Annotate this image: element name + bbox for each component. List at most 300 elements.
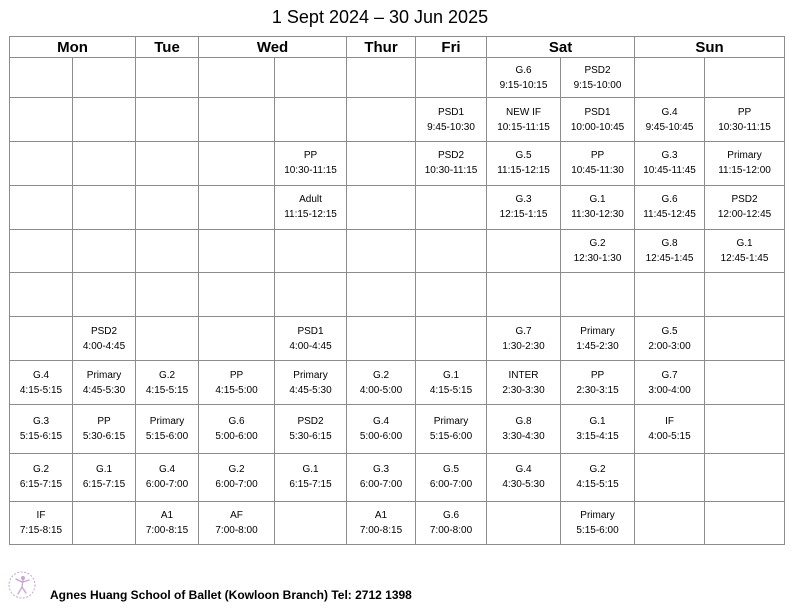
class-entry — [275, 324, 346, 354]
schedule-title: 1 Sept 2024 – 30 Jun 2025 — [271, 7, 489, 27]
class-time: 4:00-5:15 — [648, 430, 691, 442]
empty-slot — [199, 98, 275, 142]
class-slot — [487, 98, 561, 142]
class-slot — [136, 405, 199, 453]
class-entry — [416, 414, 486, 444]
class-name: G.7 — [515, 325, 532, 337]
empty-slot — [136, 98, 199, 142]
empty-slot — [73, 185, 136, 229]
class-time: 12:45-1:45 — [645, 252, 694, 264]
class-time: 9:15-10:00 — [573, 79, 622, 91]
class-time: 11:45-12:45 — [643, 209, 696, 221]
class-name: PP — [97, 415, 111, 427]
day-header-thur: Thur — [347, 37, 416, 58]
class-slot — [73, 405, 136, 453]
empty-slot — [487, 272, 561, 316]
class-name: PSD1 — [584, 106, 611, 118]
class-time: 10:30-11:15 — [424, 165, 478, 177]
class-entry — [347, 368, 415, 398]
class-slot — [561, 185, 635, 229]
class-entry — [487, 63, 560, 93]
class-time: 9:45-10:45 — [645, 121, 694, 133]
class-slot — [561, 501, 635, 544]
class-name: PSD2 — [731, 194, 758, 206]
empty-slot — [136, 229, 199, 272]
class-time: 5:00-6:00 — [215, 430, 258, 442]
empty-slot — [347, 185, 416, 229]
class-slot — [487, 453, 561, 501]
empty-slot — [199, 58, 275, 98]
class-slot — [10, 501, 73, 544]
empty-slot — [275, 272, 347, 316]
class-entry — [487, 192, 560, 222]
class-entry — [275, 192, 346, 222]
class-entry — [347, 414, 415, 444]
class-time: 2:30-3:30 — [502, 384, 545, 396]
class-name: G.2 — [589, 237, 606, 249]
class-time: 4:00-4:45 — [82, 340, 126, 352]
day-header-fri: Fri — [416, 37, 487, 58]
empty-slot — [136, 142, 199, 185]
class-entry — [487, 462, 560, 492]
schedule-row — [10, 361, 785, 405]
class-slot — [705, 98, 785, 142]
class-slot — [73, 317, 136, 361]
class-time: 7:00-8:00 — [215, 524, 258, 536]
empty-slot — [705, 405, 785, 453]
class-time: 10:45-11:30 — [571, 165, 624, 177]
class-entry — [561, 508, 634, 538]
class-time: 5:15-6:15 — [19, 430, 63, 442]
empty-slot — [347, 98, 416, 142]
empty-slot — [705, 58, 785, 98]
class-slot — [487, 361, 561, 405]
class-entry — [73, 368, 135, 398]
class-time: 11:15-12:15 — [284, 209, 337, 221]
class-entry — [635, 414, 704, 444]
class-name: A1 — [160, 509, 174, 521]
class-time: 6:00-7:00 — [145, 479, 189, 491]
class-entry — [10, 508, 72, 538]
class-slot — [136, 361, 199, 405]
class-slot — [487, 185, 561, 229]
class-slot — [10, 361, 73, 405]
empty-slot — [199, 142, 275, 185]
class-name: G.2 — [158, 369, 176, 381]
schedule-row — [10, 185, 785, 229]
class-entry — [136, 414, 198, 444]
class-slot — [347, 501, 416, 544]
class-entry — [635, 236, 704, 266]
empty-slot — [10, 229, 73, 272]
empty-slot — [275, 229, 347, 272]
class-time: 3:15-4:15 — [576, 430, 619, 442]
empty-slot — [347, 229, 416, 272]
class-entry — [705, 192, 784, 222]
class-time: 4:45-5:30 — [82, 384, 126, 396]
empty-slot — [635, 272, 705, 316]
class-time: 9:15-10:15 — [499, 79, 548, 91]
class-slot — [561, 361, 635, 405]
class-slot — [635, 98, 705, 142]
class-entry — [347, 462, 415, 492]
class-time: 5:15-6:00 — [429, 430, 473, 442]
day-header-sun: Sun — [635, 37, 785, 58]
empty-slot — [73, 142, 136, 185]
class-name: G.8 — [515, 415, 532, 427]
class-name: PP — [590, 369, 605, 381]
class-entry — [73, 324, 135, 354]
class-name: G.2 — [372, 369, 390, 381]
class-name: Primary — [293, 369, 328, 381]
empty-slot — [199, 317, 275, 361]
class-slot — [487, 405, 561, 453]
class-name: G.1 — [589, 194, 606, 206]
empty-slot — [347, 317, 416, 361]
class-name: G.3 — [372, 464, 390, 476]
empty-slot — [275, 58, 347, 98]
class-slot — [487, 142, 561, 185]
schedule-row — [10, 142, 785, 185]
class-entry — [199, 508, 274, 538]
day-header-row — [10, 37, 785, 58]
empty-slot — [416, 229, 487, 272]
empty-slot — [136, 58, 199, 98]
class-name: INTER — [508, 369, 539, 381]
class-name: G.3 — [515, 194, 532, 206]
empty-slot — [347, 58, 416, 98]
class-name: Primary — [580, 325, 615, 337]
class-time: 6:00-7:00 — [429, 479, 473, 491]
class-entry — [561, 63, 634, 93]
class-slot — [199, 501, 275, 544]
class-name: G.1 — [736, 237, 753, 249]
class-time: 11:15-12:00 — [718, 165, 771, 177]
day-header-mon: Mon — [10, 37, 136, 58]
class-name: Primary — [86, 369, 122, 381]
class-name: Primary — [727, 150, 762, 162]
class-entry — [635, 324, 704, 354]
class-name: G.4 — [32, 369, 50, 381]
class-slot — [136, 501, 199, 544]
class-name: A1 — [374, 509, 388, 521]
class-slot — [635, 185, 705, 229]
day-header-sat: Sat — [487, 37, 635, 58]
class-entry — [199, 462, 274, 492]
class-slot — [561, 98, 635, 142]
class-entry — [10, 368, 72, 398]
class-time: 4:00-4:45 — [289, 340, 332, 352]
empty-slot — [487, 229, 561, 272]
class-time: 10:30-11:15 — [284, 165, 337, 177]
class-time: 1:30-2:30 — [502, 340, 545, 352]
class-time: 5:00-6:00 — [359, 430, 403, 442]
class-time: 6:15-7:15 — [82, 479, 126, 491]
class-entry — [199, 368, 274, 398]
empty-slot — [73, 58, 136, 98]
class-time: 1:45-2:30 — [576, 340, 619, 352]
class-entry — [347, 508, 415, 538]
empty-slot — [416, 58, 487, 98]
class-time: 4:15-5:15 — [145, 384, 189, 396]
class-time: 7:15-8:15 — [19, 524, 63, 536]
class-slot — [136, 453, 199, 501]
class-entry — [416, 508, 486, 538]
class-name: G.3 — [661, 150, 678, 162]
class-name: Adult — [299, 194, 322, 206]
empty-slot — [705, 317, 785, 361]
class-time: 6:15-7:15 — [289, 479, 332, 491]
class-entry — [705, 105, 784, 135]
empty-slot — [416, 317, 487, 361]
class-slot — [10, 405, 73, 453]
class-entry — [487, 105, 560, 135]
class-name: G.6 — [661, 194, 678, 206]
class-slot — [416, 142, 487, 185]
class-slot — [199, 453, 275, 501]
empty-slot — [416, 272, 487, 316]
class-slot — [416, 453, 487, 501]
class-time: 11:15-12:15 — [497, 165, 550, 177]
class-name: G.4 — [158, 464, 176, 476]
class-slot — [275, 361, 347, 405]
class-entry — [416, 368, 486, 398]
class-slot — [635, 229, 705, 272]
schedule-row — [10, 405, 785, 453]
timetable — [9, 36, 785, 545]
class-time: 12:45-1:45 — [720, 252, 769, 264]
empty-slot — [705, 453, 785, 501]
day-header-wed: Wed — [199, 37, 347, 58]
class-entry — [561, 148, 634, 178]
class-time: 4:15-5:15 — [429, 384, 473, 396]
class-entry — [635, 148, 704, 178]
class-name: G.3 — [32, 415, 50, 427]
empty-slot — [10, 272, 73, 316]
empty-slot — [10, 142, 73, 185]
class-entry — [705, 148, 784, 178]
empty-slot — [705, 272, 785, 316]
empty-slot — [136, 185, 199, 229]
class-name: G.6 — [515, 64, 532, 76]
class-name: G.5 — [442, 464, 460, 476]
class-entry — [416, 148, 486, 178]
schedule-row — [10, 317, 785, 361]
class-name: PSD2 — [584, 64, 611, 76]
class-name: G.1 — [95, 464, 113, 476]
class-slot — [347, 361, 416, 405]
empty-slot — [487, 501, 561, 544]
class-time: 3:30-4:30 — [502, 430, 545, 442]
class-name: G.1 — [589, 415, 606, 427]
class-slot — [705, 142, 785, 185]
class-entry — [487, 324, 560, 354]
class-name: G.5 — [661, 325, 678, 337]
timetable-body — [10, 58, 785, 545]
empty-slot — [10, 98, 73, 142]
class-slot — [635, 317, 705, 361]
class-entry — [635, 192, 704, 222]
class-slot — [705, 185, 785, 229]
class-slot — [199, 361, 275, 405]
class-time: 12:00-12:45 — [717, 209, 772, 221]
schedule-row — [10, 501, 785, 544]
class-slot — [561, 142, 635, 185]
class-name: PSD2 — [297, 415, 324, 427]
class-name: PSD2 — [437, 150, 465, 162]
class-name: PP — [303, 150, 318, 162]
class-name: G.2 — [589, 464, 606, 476]
class-time: 2:00-3:00 — [648, 340, 691, 352]
class-name: NEW IF — [506, 106, 542, 118]
day-header-tue: Tue — [136, 37, 199, 58]
class-slot — [416, 361, 487, 405]
empty-slot — [136, 317, 199, 361]
class-name: PSD2 — [90, 325, 118, 337]
school-contact-footer: Agnes Huang School of Ballet (Kowloon Branch) Tel: 2712 1398 — [50, 588, 412, 602]
class-slot — [561, 58, 635, 98]
class-entry — [10, 462, 72, 492]
class-name: PSD1 — [297, 325, 324, 337]
class-slot — [416, 98, 487, 142]
schedule-row — [10, 453, 785, 501]
class-time: 10:45-11:45 — [643, 165, 696, 177]
class-slot — [199, 405, 275, 453]
class-name: PP — [737, 106, 752, 118]
class-slot — [275, 185, 347, 229]
class-slot — [487, 58, 561, 98]
class-time: 4:30-5:30 — [502, 479, 545, 491]
ballet-logo-icon — [7, 570, 37, 600]
empty-slot — [635, 58, 705, 98]
class-time: 4:15-5:00 — [215, 384, 258, 396]
class-name: G.4 — [515, 464, 532, 476]
class-name: G.4 — [661, 106, 678, 118]
class-entry — [561, 368, 634, 398]
class-time: 11:30-12:30 — [571, 209, 624, 221]
class-slot — [635, 142, 705, 185]
schedule-row — [10, 58, 785, 98]
class-entry — [705, 236, 784, 266]
empty-slot — [199, 185, 275, 229]
class-time: 4:15-5:15 — [19, 384, 63, 396]
class-time: 10:15-11:15 — [497, 121, 550, 133]
empty-slot — [199, 272, 275, 316]
class-entry — [487, 148, 560, 178]
class-slot — [275, 317, 347, 361]
class-entry — [73, 414, 135, 444]
class-time: 6:00-7:00 — [359, 479, 403, 491]
class-name: IF — [665, 415, 674, 427]
class-name: G.1 — [442, 369, 460, 381]
class-name: G.2 — [228, 464, 245, 476]
class-slot — [416, 501, 487, 544]
empty-slot — [635, 501, 705, 544]
class-name: AF — [230, 509, 243, 521]
empty-slot — [73, 98, 136, 142]
class-entry — [635, 105, 704, 135]
class-entry — [561, 462, 634, 492]
schedule-row — [10, 98, 785, 142]
class-slot — [635, 361, 705, 405]
class-time: 12:15-1:15 — [499, 209, 548, 221]
class-name: PSD1 — [437, 106, 465, 118]
class-entry — [635, 368, 704, 398]
class-time: 4:00-5:00 — [359, 384, 403, 396]
class-time: 7:00-8:00 — [429, 524, 473, 536]
class-entry — [136, 368, 198, 398]
class-name: PP — [590, 150, 605, 162]
class-entry — [10, 414, 72, 444]
class-entry — [199, 414, 274, 444]
class-slot — [275, 453, 347, 501]
class-slot — [73, 453, 136, 501]
class-time: 4:45-5:30 — [289, 384, 332, 396]
empty-slot — [199, 229, 275, 272]
class-entry — [416, 462, 486, 492]
empty-slot — [73, 272, 136, 316]
class-time: 5:15-6:00 — [576, 524, 619, 536]
class-entry — [275, 148, 346, 178]
empty-slot — [705, 361, 785, 405]
class-entry — [136, 508, 198, 538]
empty-slot — [10, 317, 73, 361]
empty-slot — [347, 272, 416, 316]
class-time: 5:30-6:15 — [289, 430, 332, 442]
class-name: G.5 — [515, 150, 532, 162]
class-name: G.6 — [442, 509, 460, 521]
empty-slot — [73, 229, 136, 272]
class-slot — [10, 453, 73, 501]
class-slot — [635, 405, 705, 453]
class-time: 6:00-7:00 — [215, 479, 258, 491]
class-slot — [416, 405, 487, 453]
empty-slot — [275, 98, 347, 142]
schedule-row — [10, 272, 785, 316]
class-entry — [73, 462, 135, 492]
class-name: G.6 — [228, 415, 245, 427]
class-entry — [275, 368, 346, 398]
class-name: G.7 — [661, 369, 678, 381]
empty-slot — [10, 185, 73, 229]
class-entry — [561, 236, 634, 266]
empty-slot — [416, 185, 487, 229]
class-time: 5:30-6:15 — [82, 430, 126, 442]
class-time: 6:15-7:15 — [19, 479, 63, 491]
class-entry — [487, 414, 560, 444]
class-entry — [275, 414, 346, 444]
class-entry — [561, 192, 634, 222]
class-entry — [561, 105, 634, 135]
class-slot — [347, 405, 416, 453]
class-entry — [561, 324, 634, 354]
class-name: Primary — [149, 415, 185, 427]
class-time: 2:30-3:15 — [576, 384, 619, 396]
empty-slot — [705, 501, 785, 544]
class-name: PP — [229, 369, 244, 381]
class-slot — [275, 405, 347, 453]
class-time: 7:00-8:15 — [145, 524, 189, 536]
class-entry — [136, 462, 198, 492]
class-slot — [705, 229, 785, 272]
empty-slot — [635, 453, 705, 501]
class-name: G.2 — [32, 464, 50, 476]
class-name: G.1 — [302, 464, 319, 476]
class-slot — [561, 453, 635, 501]
empty-slot — [275, 501, 347, 544]
class-slot — [275, 142, 347, 185]
schedule-row — [10, 229, 785, 272]
